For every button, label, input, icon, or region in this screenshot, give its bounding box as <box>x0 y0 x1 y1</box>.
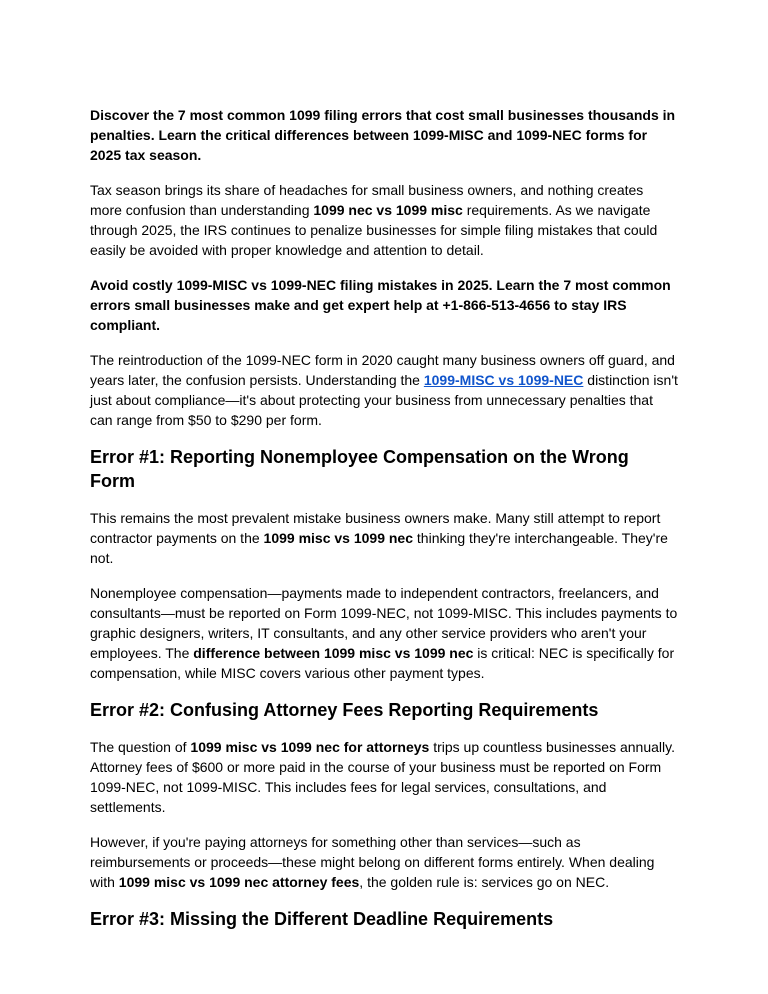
text-run: trips up countless businesses annually. Attorney fees of $600 or more paid in the course of your business must be reported on Form 1099-NEC, not 1099-MISC. This includes fees for legal services, consultations, and settlements. <box>90 739 675 815</box>
bold-keyword: 1099 misc vs 1099 nec for attorneys <box>190 739 430 755</box>
error2-paragraph-1 <box>90 737 678 817</box>
text-run: Nonemployee compensation—payments made to independent contractors, freelancers, and consultants—must be reported on Form 1099-NEC, not 1099-MISC. This includes payments to graphic designers, writers, IT consultants, and any other service providers who aren't your employees. The <box>90 585 678 661</box>
bold-keyword: 1099 misc vs 1099 nec <box>263 530 414 546</box>
text-run: distinction isn't just about compliance—it's about protecting your business from unnecessary penalties that can range from $50 to $290 per form. <box>90 372 678 428</box>
text-run: The question of <box>90 739 191 755</box>
text-run: thinking they're interchangeable. They're not. <box>90 530 668 566</box>
text-run: Tax season brings its share of headaches for small business owners, and nothing creates more confusion than understanding <box>90 182 644 218</box>
text-run: The reintroduction of the 1099-NEC form in 2020 caught many business owners off guard, and years later, the confusion persists. Understanding the <box>90 352 675 388</box>
bold-keyword: 1099 nec vs 1099 misc <box>313 202 463 218</box>
text-run: , the golden rule is: services go on NEC. <box>359 874 610 890</box>
error1-paragraph-2 <box>90 583 678 683</box>
error2-paragraph-2 <box>90 832 678 892</box>
reintroduction-paragraph <box>90 350 678 430</box>
bold-keyword: difference between 1099 misc vs 1099 nec <box>193 645 474 661</box>
intro-paragraph <box>90 180 678 260</box>
error1-heading: Error #1: Reporting Nonemployee Compensation on the Wrong Form <box>90 447 629 491</box>
text-run: This remains the most prevalent mistake business owners make. Many still attempt to report contractor payments on the <box>90 510 661 546</box>
bold-keyword: 1099 misc vs 1099 nec attorney fees <box>118 874 360 890</box>
error1-paragraph-1 <box>90 508 678 568</box>
text-run: is critical: NEC is specifically for compensation, while MISC covers various other payment types. <box>90 645 675 681</box>
text-run: However, if you're paying attorneys for something other than services—such as reimbursements or proceeds—these might belong on different forms entirely. When dealing with <box>90 834 655 890</box>
misc-vs-nec-link[interactable]: 1099-MISC vs 1099-NEC <box>423 372 584 388</box>
callout-paragraph: Avoid costly 1099-MISC vs 1099-NEC filing mistakes in 2025. Learn the 7 most common errors small businesses make and get expert help at +1-866-513-4656 to stay IRS compliant. <box>90 277 671 333</box>
text-run: requirements. As we navigate through 2025, the IRS continues to penalize businesses for simple filing mistakes that could easily be avoided with proper knowledge and attention to detail. <box>90 202 658 258</box>
error3-heading: Error #3: Missing the Different Deadline Requirements <box>90 909 554 929</box>
intro-summary: Discover the 7 most common 1099 filing errors that cost small businesses thousands in penalties. Learn the critical differences between 1099-MISC and 1099-NEC forms for 2025 tax season. <box>90 107 676 163</box>
error2-heading: Error #2: Confusing Attorney Fees Reporting Requirements <box>90 700 599 720</box>
